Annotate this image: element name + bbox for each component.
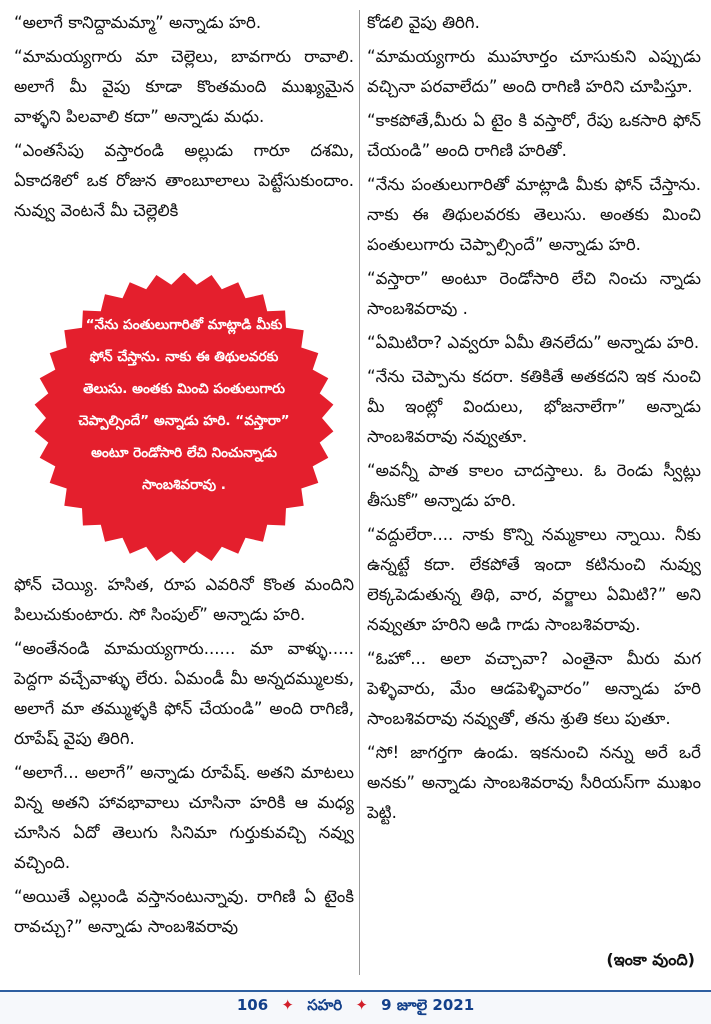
paragraph: “కాకపోతే,మీరు ఏ టైం కి వస్తారో, రేపు ఒకసారి ఫోన్ చేయండి” అంది రాగిణి హరితో. — [367, 111, 701, 160]
pull-quote-text: “నేను పంతులుగారితో మాట్లాడి మీకు ఫోన్ చేస్తాను. నాకు ఈ తిథులవరకు తెలుసు. అంతకు మించి పంతులుగారు చెప్పాల్సిందే” అన్నాడు హరి. “వస్తారా” అంటూ రెండోసారి లేచి నించున్నాడు సాంబశివరావు . — [78, 317, 290, 493]
magazine-name: సహరి — [307, 996, 343, 1014]
star-separator-icon: ✦ — [281, 996, 294, 1014]
paragraph: “అలాగే... అలాగే” అన్నాడు రూపేష్. అతని మాటలు విన్న అతని హావభావాలు చూసినా హరికి ఆ మధ్య చూసిన ఏదో తెలుగు సినిమా గుర్తుకువచ్చి నవ్వు వచ్చింది. — [14, 763, 354, 872]
right-column — [367, 8, 701, 832]
paragraph: “ఏమిటిరా? ఎవ్వరూ ఏమీ తినలేదు” అన్నాడు హరి. — [367, 333, 700, 352]
paragraph: “వస్తారా” అంటూ రెండోసారి లేచి నించు న్నాడు సాంబశివరావు . — [367, 269, 701, 318]
paragraph: “అంతేనండి మామయ్యగారు...... మా వాళ్ళు..... పెద్దగా వచ్చేవాళ్ళు లేరు. ఏమండీ మీ అన్నదమ్ములకు, అలాగే మా తమ్ముళ్ళకి ఫోన్ చేయండి” అంది రాగిణి, రూపేష్ వైపు తిరిగి. — [14, 639, 354, 748]
paragraph: “నేను చెప్పాను కదరా. కతికితే అతకదని ఇక నుంచి మీ ఇంట్లో విందులు, భోజనాలేగా” అన్నాడు సాంబశివరావు నవ్వుతూ. — [367, 367, 701, 446]
paragraph: “మామయ్యగారు మా చెల్లెలు, బావగారు రావాలి. అలాగే మీ వైపు కూడా కొంతమంది ముఖ్యమైన వాళ్ళని పిలవాలి కదా” అన్నాడు మధు. — [14, 47, 354, 126]
paragraph: “అయితే ఎల్లుండి వస్తానంటున్నావు. రాగిణి ఏ టైంకి రావచ్చు?” అన్నాడు సాంబశివరావు — [14, 887, 354, 936]
paragraph: “నేను పంతులుగారితో మాట్లాడి మీకు ఫోన్ చేస్తాను. నాకు ఈ తిథులవరకు తెలుసు. అంతకు మించి పంతులుగారు చెప్పాల్సిందే” అన్నాడు హరి. — [367, 175, 701, 254]
column-divider — [359, 10, 360, 975]
paragraph: “ఎంతసేపు వస్తారండి అల్లుడు గారూ దశమి, ఏకాదశిలో ఒక రోజున తాంబూలాలు పెట్టేసుకుందాం. నువ్వు వెంటనే మీ చెల్లెలికి — [14, 141, 354, 220]
issue-date: 9 జూలై 2021 — [381, 996, 475, 1014]
paragraph: “మామయ్యగారు ముహూర్తం చూసుకుని ఎప్పుడు వచ్చినా పరవాలేదు” అంది రాగిణి హరిని చూపిస్తూ. — [367, 47, 701, 96]
left-column-top — [14, 8, 354, 230]
paragraph: ఫోన్ చెయ్యి. హసిత, రూప ఎవరినో కొంత మందిని పిలుచుకుంటారు. సో సింపుల్” అన్నాడు హరి. — [14, 575, 354, 624]
paragraph: “అలాగే కానిద్దామమ్మా” అన్నాడు హరి. — [14, 13, 262, 32]
paragraph: “సో! జాగర్తగా ఉండు. ఇకనుంచి నన్ను అరే ఒరే అనకు” అన్నాడు సాంబశివరావు సీరియస్‌గా ముఖం పెట్టి. — [367, 743, 701, 822]
to-be-continued: (ఇంకా వుంది) — [606, 950, 695, 969]
paragraph: “ఓహో... అలా వచ్చావా? ఎంతైనా మీరు మగ పెళ్ళివారు, మేం ఆడపెళ్ళివారం” అన్నాడు హరి సాంబశివరావు నవ్వుతో, తను శ్రుతి కలు పుతూ. — [367, 649, 701, 728]
pull-quote-seal — [24, 273, 344, 563]
page-number: 106 — [236, 996, 269, 1014]
paragraph: కోడలి వైపు తిరిగి. — [367, 13, 480, 32]
left-column-bottom — [14, 570, 354, 946]
star-separator-icon: ✦ — [355, 996, 368, 1014]
paragraph: “అవన్నీ పాత కాలం చాదస్తాలు. ఓ రెండు స్వీట్లు తీసుకో” అన్నాడు హరి. — [367, 461, 701, 510]
paragraph: “వద్దులేరా.... నాకు కొన్ని నమ్మకాలు న్నాయి. నీకు ఉన్నట్టే కదా. లేకపోతే ఇందా కటినుంచి నువ్వు లెక్కపెడుతున్న తిథి, వార, వర్జాలు ఏమిటి?” అని నవ్వుతూ హరిని అడి గాడు సాంబశివరావు. — [367, 525, 701, 634]
footer — [0, 996, 711, 1018]
